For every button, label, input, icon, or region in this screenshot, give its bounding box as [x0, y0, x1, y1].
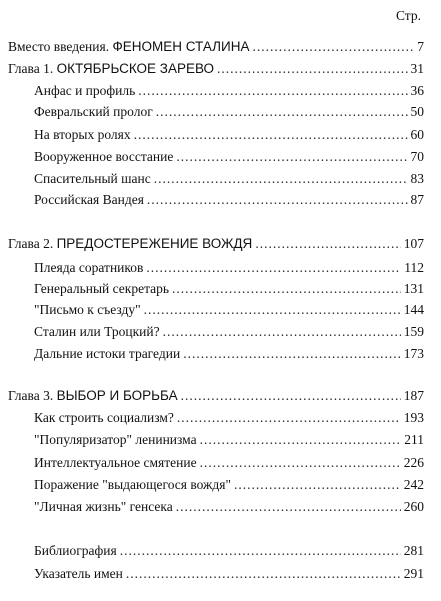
dot-leader — [177, 410, 401, 426]
chapter-label: Вместо введения. — [8, 39, 110, 54]
dot-leader — [126, 566, 401, 582]
page-number: 50 — [410, 104, 424, 119]
page-number: 242 — [403, 477, 424, 492]
page-number: 193 — [403, 410, 424, 425]
section-title: Анфас и профиль — [34, 83, 136, 98]
toc-section-entry — [34, 346, 424, 362]
dot-leader — [138, 83, 407, 99]
chapter-label: Глава 2. — [8, 236, 54, 251]
page-number: 112 — [404, 260, 424, 275]
page-number: 187 — [403, 388, 424, 403]
toc-section-entry — [34, 127, 424, 143]
chapter-title: ОКТЯБРЬСКОЕ ЗАРЕВО — [56, 61, 215, 76]
dot-leader — [154, 171, 408, 187]
chapter-label: Глава 1. — [8, 61, 54, 76]
page-number: 107 — [403, 236, 424, 251]
section-title: Плеяда соратников — [34, 260, 144, 275]
dot-leader — [147, 192, 408, 208]
dot-leader — [134, 127, 408, 143]
chapter-title: ФЕНОМЕН СТАЛИНА — [112, 39, 250, 54]
section-title: Российская Вандея — [34, 192, 144, 207]
section-title: На вторых ролях — [34, 127, 131, 142]
dot-leader — [234, 477, 401, 493]
dot-leader — [163, 324, 401, 340]
dot-leader — [156, 104, 408, 120]
dot-leader — [200, 455, 401, 471]
toc-section-entry — [34, 104, 424, 120]
dot-leader — [252, 39, 414, 55]
page-number: 291 — [403, 566, 424, 581]
toc-chapter-entry — [8, 236, 424, 252]
dot-leader — [176, 149, 407, 165]
section-title: Дальние истоки трагедии — [34, 346, 181, 361]
page-number: 31 — [410, 61, 424, 76]
dot-leader — [181, 388, 401, 404]
toc-section-entry — [34, 260, 424, 276]
page-number: 87 — [410, 192, 424, 207]
page-number: 144 — [403, 302, 424, 317]
toc-chapter-entry — [8, 61, 424, 77]
chapter-label: Глава 3. — [8, 388, 54, 403]
dot-leader — [146, 260, 401, 276]
dot-leader — [255, 236, 400, 252]
page-number: 7 — [417, 39, 424, 54]
page-number: 159 — [403, 324, 424, 339]
dot-leader — [144, 302, 401, 318]
toc-section-entry — [34, 455, 424, 471]
page-number: 70 — [410, 149, 424, 164]
toc-section-entry — [34, 499, 424, 515]
page-number: 226 — [403, 455, 424, 470]
toc-chapter-entry — [8, 388, 424, 404]
section-title: Спасительный шанс — [34, 171, 151, 186]
section-title: Вооруженное восстание — [34, 149, 174, 164]
dot-leader — [120, 543, 401, 559]
section-title: Указатель имен — [34, 566, 123, 581]
page-number: 173 — [403, 346, 424, 361]
chapter-title: ПРЕДОСТЕРЕЖЕНИЕ ВОЖДЯ — [56, 236, 253, 251]
section-title: "Личная жизнь" генсека — [34, 499, 173, 514]
toc-section-entry — [34, 477, 424, 493]
entry-heading — [8, 388, 178, 404]
toc-section-entry — [34, 302, 424, 318]
dot-leader — [176, 499, 401, 515]
page-number: 60 — [410, 127, 424, 142]
toc-section-entry — [34, 432, 424, 448]
page-number: 131 — [403, 281, 424, 296]
chapter-title: ВЫБОР И БОРЬБА — [56, 388, 178, 403]
page-number: 211 — [404, 432, 424, 447]
dot-leader — [183, 346, 401, 362]
dot-leader — [172, 281, 401, 297]
toc-section-entry — [34, 281, 424, 297]
toc-section-entry — [34, 566, 424, 582]
dot-leader — [200, 432, 402, 448]
section-title: "Популяризатор" ленинизма — [34, 432, 197, 447]
section-title: Интеллектуальное смятение — [34, 455, 197, 470]
toc-section-entry — [34, 149, 424, 165]
toc-chapter-entry — [8, 39, 424, 55]
toc-section-entry — [34, 171, 424, 187]
section-title: "Письмо к съезду" — [34, 302, 141, 317]
section-title: Поражение "выдающегося вождя" — [34, 477, 231, 492]
section-title: Генеральный секретарь — [34, 281, 170, 296]
page-number: 281 — [403, 543, 424, 558]
toc-section-entry — [34, 83, 424, 99]
page-number: 83 — [410, 171, 424, 186]
toc-section-entry — [34, 543, 424, 559]
toc-section-entry — [34, 410, 424, 426]
section-title: Февральский пролог — [34, 104, 153, 119]
entry-heading — [8, 61, 214, 77]
entry-heading — [8, 236, 252, 252]
page-number: 36 — [410, 83, 424, 98]
entry-heading — [8, 39, 249, 55]
section-title: Библиография — [34, 543, 117, 558]
toc-section-entry — [34, 324, 424, 340]
section-title: Как строить социализм? — [34, 410, 174, 425]
dot-leader — [217, 61, 407, 77]
page-number: 260 — [403, 499, 424, 514]
section-title: Сталин или Троцкий? — [34, 324, 160, 339]
page-column-header: Стр. — [395, 8, 421, 23]
toc-section-entry — [34, 192, 424, 208]
